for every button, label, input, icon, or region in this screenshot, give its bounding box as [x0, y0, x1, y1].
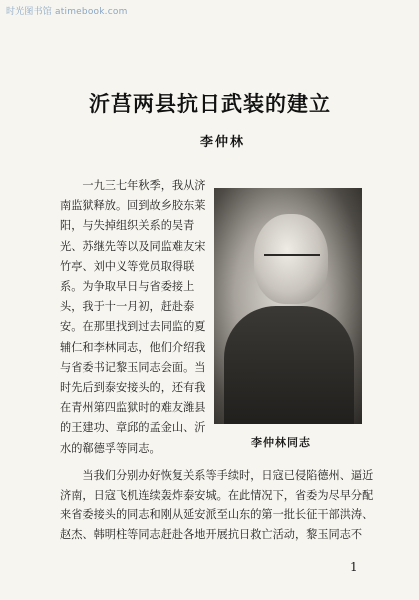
photo-glasses — [264, 254, 320, 268]
photo-caption: 李仲林同志 — [251, 436, 311, 449]
author-name: 李仲林 — [200, 135, 246, 150]
photo-body — [224, 306, 354, 424]
left-column-text — [60, 176, 212, 459]
paragraph-1: 一九三七年秋季，我从济南监狱释放。回到故乡胶东莱阳，与失掉组织关系的吴青光、苏继先等以及同监难友宋竹亭、刘中义等党员取得联系。为争取早日与省委接上头，我于十一月初，赶赴泰安。在那里找到过去同监的夏辅仁和李林同志，他们介绍我与省委书记黎玉同志会面。当时先后到泰安接头的，还有我在青州第四监狱时的难友潍县的王建功、章邱的孟金山、沂水的郗德孚等同志。 — [60, 179, 206, 455]
portrait-photo — [214, 188, 362, 424]
page-number: 1 — [350, 560, 358, 574]
full-width-text — [60, 466, 378, 544]
watermark: 时光图书馆 atimebook.com — [6, 7, 128, 17]
paragraph-2: 当我们分别办好恢复关系等手续时，日寇已侵陷德州、逼近济南，日寇飞机连续轰炸泰安城。在此情况下，省委为尽早分配来省委接头的同志和刚从延安派至山东的第一批长征干部洪涛、赵杰、韩明柱等同志赶赴各地开展抗日救亡活动，黎玉同志不 — [60, 469, 374, 541]
article-title: 沂莒两县抗日武装的建立 — [89, 91, 331, 116]
